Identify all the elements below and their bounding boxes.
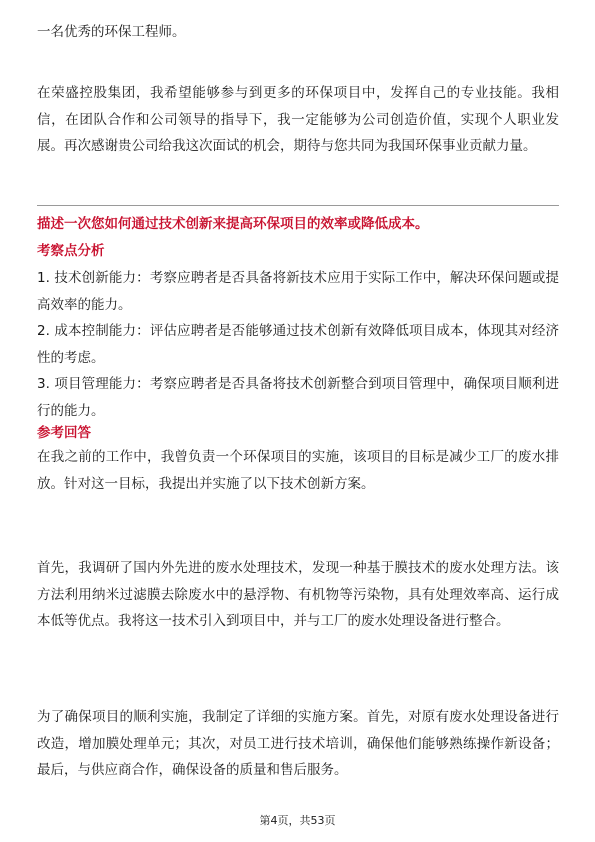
analysis-point-1: 1. 技术创新能力：考察应聘者是否具备将新技术应用于实际工作中，解决环保问题或提高效率的能力。 <box>37 270 559 313</box>
intro-paragraph: 在荣盛控股集团，我希望能够参与到更多的环保项目中，发挥自己的专业技能。我相信，在团队合作和公司领导的指导下，我一定能够为公司创造价值，实现个人职业发展。再次感谢贵公司给我这次面试的机会，期待与您共同为我国环保事业贡献力量。 <box>37 85 559 154</box>
answer-paragraph-3: 为了确保项目的顺利实施，我制定了详细的实施方案。首先，对原有废水处理设备进行改造，增加膜处理单元；其次，对员工进行技术培训，确保他们能够熟练操作新设备；最后，与供应商合作，确保设备的质量和售后服务。 <box>37 709 559 778</box>
page-number: 第4页，共53页 <box>259 814 336 827</box>
analysis-heading: 考察点分析 <box>37 243 105 259</box>
answer-paragraph-2: 首先，我调研了国内外先进的废水处理技术，发现一种基于膜技术的废水处理方法。该方法利用纳米过滤膜去除废水中的悬浮物、有机物等污染物，具有处理效率高、运行成本低等优点。我将这一技术引入到项目中，并与工厂的废水处理设备进行整合。 <box>37 560 559 629</box>
question-title: 描述一次您如何通过技术创新来提高环保项目的效率或降低成本。 <box>37 216 429 232</box>
answer-paragraph-1: 在我之前的工作中，我曾负责一个环保项目的实施，该项目的目标是减少工厂的废水排放。针对这一目标，我提出并实施了以下技术创新方案。 <box>37 449 559 492</box>
intro-closing-line: 一名优秀的环保工程师。 <box>37 24 186 40</box>
section-divider <box>37 205 559 206</box>
analysis-point-2: 2. 成本控制能力：评估应聘者是否能够通过技术创新有效降低项目成本，体现其对经济性的考虑。 <box>37 323 559 366</box>
analysis-point-3: 3. 项目管理能力：考察应聘者是否具备将技术创新整合到项目管理中，确保项目顺利进行的能力。 <box>37 376 559 419</box>
answer-heading: 参考回答 <box>37 425 91 441</box>
